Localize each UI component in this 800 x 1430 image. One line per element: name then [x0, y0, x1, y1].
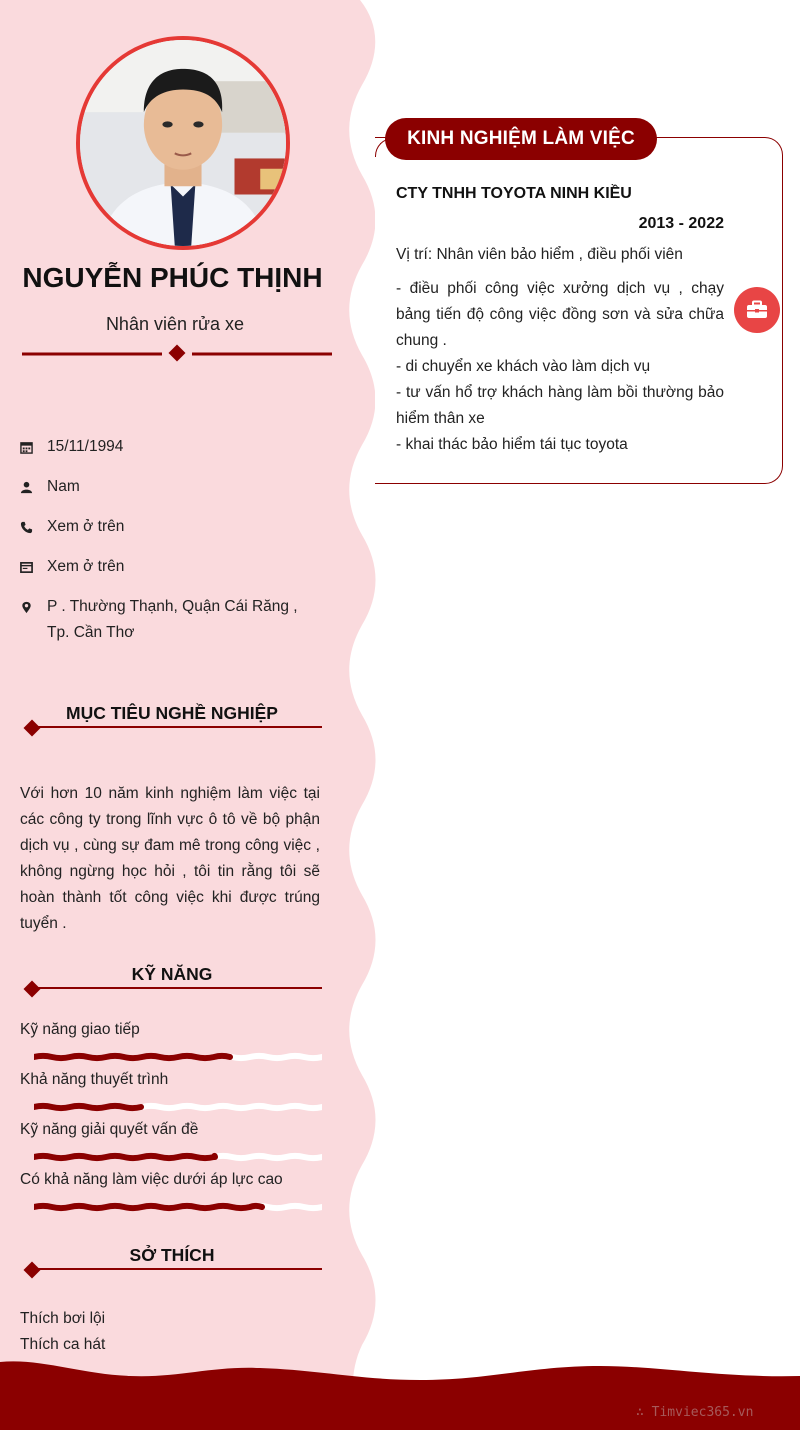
skill-bar — [34, 1150, 322, 1164]
info-email — [20, 554, 320, 580]
experience-detail: - điều phối công việc xưởng dịch vụ , chạy bảng tiến độ công việc đồng sơn và sửa chữa chung . — [396, 280, 724, 349]
info-birthday — [20, 434, 320, 460]
info-address — [20, 594, 320, 646]
objective-heading — [22, 703, 322, 729]
skills-heading — [22, 964, 322, 990]
work-position: Vị trí: Nhân viên bảo hiểm , điều phối viên — [396, 246, 683, 263]
phone-icon — [20, 514, 47, 540]
briefcase-icon — [734, 287, 780, 333]
watermark: ∴ Timviec365.vn — [636, 1405, 754, 1420]
objective-text: Với hơn 10 năm kinh nghiệm làm việc tại các công ty trong lĩnh vực ô tô về bộ phận dịch vụ , cùng sự đam mê trong công việc , không ngừng học hỏi , tôi tin rằng tôi sẽ hoàn thành tốt công việc khi được trúng tuyển . — [20, 785, 320, 932]
info-gender — [20, 474, 320, 500]
skill-label: Kỹ năng giao tiếp — [20, 1021, 140, 1038]
phone-value: Xem ở trên — [47, 518, 125, 535]
birthday-value: 15/11/1994 — [47, 438, 124, 455]
job-title: Nhân viên rửa xe — [105, 314, 245, 334]
skill-bar — [34, 1200, 322, 1214]
experience-details — [396, 276, 724, 458]
experience-detail: - khai thác bảo hiểm tái tục toyota — [396, 436, 628, 453]
skill-bar-fill — [34, 1156, 215, 1158]
skill-label: Khả năng thuyết trình — [20, 1071, 169, 1088]
work-period: 2013 - 2022 — [638, 215, 724, 232]
hobby-item: Thích bơi lội — [20, 1310, 106, 1327]
objective-heading-text: MỤC TIÊU NGHỀ NGHIỆP — [66, 703, 278, 723]
skill-label: Có khả năng làm việc dưới áp lực cao — [20, 1171, 283, 1188]
gender-value: Nam — [47, 478, 80, 495]
experience-heading: KINH NGHIỆM LÀM VIỆC — [385, 118, 657, 160]
experience-detail: - tư vấn hổ trợ khách hàng làm bồi thường bảo hiểm thân xe — [396, 384, 724, 427]
hobbies-heading — [22, 1245, 322, 1271]
hobbies-heading-text: SỞ THÍCH — [129, 1245, 215, 1265]
skill-bar-fill — [34, 1056, 230, 1058]
skills-heading-text: KỸ NĂNG — [131, 964, 213, 984]
envelope-icon — [20, 554, 47, 580]
map-marker-icon — [20, 594, 47, 620]
info-phone — [20, 514, 320, 540]
skill-bar — [34, 1100, 322, 1114]
skill-label: Kỹ năng giải quyết vấn đề — [20, 1121, 199, 1138]
address-value: P . Thường Thạnh, Quận Cái Răng , Tp. Cần Thơ — [47, 598, 298, 641]
skill-bar-fill — [34, 1206, 262, 1208]
email-value: Xem ở trên — [47, 558, 125, 575]
candidate-name: NGUYỄN PHÚC THỊNH — [22, 262, 323, 293]
avatar — [76, 36, 290, 250]
experience-detail: - di chuyển xe khách vào làm dịch vụ — [396, 358, 651, 375]
skill-bar — [34, 1050, 322, 1064]
company-name: CTY TNHH TOYOTA NINH KIỀU — [396, 185, 632, 202]
skill-bar-fill — [34, 1106, 141, 1108]
user-icon — [20, 474, 47, 500]
hobby-item: Thích ca hát — [20, 1336, 106, 1353]
calendar-icon — [20, 434, 47, 460]
title-divider — [22, 344, 332, 364]
profile-photo — [80, 40, 286, 246]
